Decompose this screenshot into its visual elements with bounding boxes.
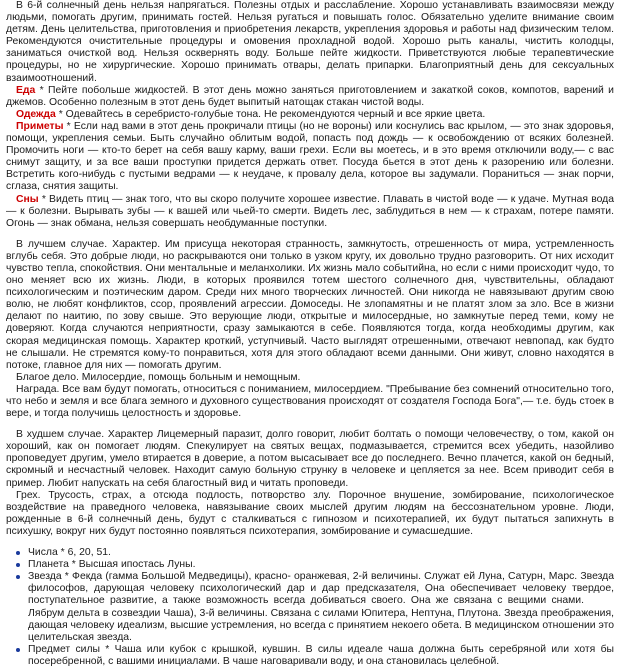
list-item-planet: Планета * Высшая ипостась Луны. — [28, 559, 614, 571]
clothing-paragraph — [6, 109, 614, 121]
food-paragraph — [6, 85, 614, 109]
clothing-text: * Одевайтесь в серебристо-голубые тона. Не рекомендуются черный и все яркие цвета. — [55, 108, 486, 120]
attributes-list — [6, 547, 614, 668]
list-item-star — [28, 571, 614, 644]
spacer — [6, 230, 614, 239]
best-character-paragraph: В лучшем случае. Характер. Им присуща некоторая странность, замкнутость, отрешенность от мира, устремленность вглубь себя. Это добрые люди, но раскрываются они только в узком кругу, их довольно трудно разговорить. От них исходит чувство тепла, спокойствия. Они ментальные и меланхолики. Их жизнь мало событийна, но если с ними происходит чудо, то оно меняет всю их жизнь. Люди, в которых проявился тотем шестого солнечного дня, чувствительны, обладают психологическим и поэтическим даром. Среди них много творческих личностей. Они никогда не навязывают другим свою волю, не любят конфликтов, ссор, проявлений агрессии. Домоседы. Не злопамятны и не платят злом за зло. Все в жизни делают по наитию, по зову свыше. Это верующие люди, открытые и милосердные, но замкнутые перед теми, кому не доверяют. Когда случаются неприятности, сразу замыкаются в себе. Появляются тогда, когда необходимы другим, как скорая медицинская помощь. Характер кроткий, уступчивый. Часто выглядят отрешенными, отвечают невпопад, как будто не слышали. Не стремятся кому-то понравиться, хотя для этого обладают всеми данными. Они живут, словно находятся в потоке, главное для них — помогать другим. — [6, 238, 614, 371]
food-text: * Пейте побольше жидкостей. В этот день можно заняться приготовлением и закаткой соков, компотов, варений и джемов. Особенно полезным в этот день будет выпитый натощак стакан чистой воды. — [6, 84, 614, 108]
spacer — [6, 420, 614, 429]
food-label: Еда — [16, 84, 36, 96]
star-text-b: Лябрум дельта в созвездии Чаша), 3-й величины. Связана с силами Юпитера, Нептуна, Плутона. Звезда преображения, дающая человеку идеализм, высшие устремления, но всегда с принятием некоего обета. В медицинском отношении это целительская звезда. — [28, 607, 614, 643]
reward-paragraph: Награда. Все вам будут помогать, относиться с пониманием, милосердием. "Пребывание без сомнений относительно того, что небо и земля и все блага земного и духовного существования происходят от создателя Господа Бога",— т.е. будь стоек в вере, и тогда получишь целостность и здоровье. — [6, 383, 614, 420]
good-deed-paragraph: Благое дело. Милосердие, помощь больным и немощным. — [16, 371, 301, 383]
spacer — [6, 538, 614, 547]
intro-paragraph: В 6-й солнечный день нельзя напрягаться. Полезны отдых и расслабление. Хорошо устанавливать взаимосвязи между людьми, помогать другим, принимать гостей. Нельзя ругаться и повышать голос. Обязательно уделите внимание своим детям. День целительства, приготовления и приобретения лекарств, укрепления здоровья и работы над физическим телом. Рекомендуются очистительные процедуры и омовения прохладной водой. Хорошо рыть каналы, чистить колодцы, заниматься очисткой вод. Нельзя осквернять воду. Больше пейте жидкости. Приветствуются любые терапевтические процедуры, но не хирургические. Хорошо принимать отвары, делать припарки. Благоприятный день для сексуальных взаимоотношений. — [6, 0, 614, 84]
omens-text: * Если над вами в этот день прокричали птицы (но не вороны) или коснулись вас крылом, — это знак здоровья, помощи, укрепления семьи. Быть случайно облитым водой, попасть под дождь — к освобождению от всяких болезней. Промочить ноги — кто-то берет на себя вашу карму, ваши грехи. Если вы моетесь, и в это время отключили воду,— с вас снимут защиту, и за все ваши проступки придется держать ответ. Посуда бьется в этот день к разорению или болезни. Встретить кого-нибудь с пустыми ведрами — к неудаче, к провалу дела, которое вы задумали. Пораниться — знак порчи, сглаза, снятия защиты. — [6, 120, 614, 193]
omens-paragraph — [6, 121, 614, 194]
list-item-numbers: Числа * 6, 20, 51. — [28, 547, 614, 559]
omens-label: Приметы — [16, 120, 64, 132]
sin-paragraph: Грех. Трусость, страх, а отсюда подлость, потворство злу. Порочное внушение, зомбирование, психологическое воздействие на праведного человека, навязывание своих мыслей другим людям на бессознательном уровне. Люди, рожденные в 6-й солнечный день, будут с сталкиваться с гипнозом и психотерапией, их будут пытаться запихнуть в психушку, вокруг них будут постоянно появляться психотерапия, зомбирование и сумасшедшие. — [6, 489, 614, 537]
clothing-label: Одежда — [16, 108, 56, 120]
worst-character-paragraph: В худшем случае. Характер Лицемерный паразит, долго говорит, любит болтать о помощи человечеству, о том, какой он хороший, как он помогает людям. Спекулирует на святых вещах, подмазывается, стремится всех убедить, назойливо проповедует другим, умело втирается в доверие, а потом высасывает все до последнего. Вечно плачется, какой он бедный, скромный и несчастный человек. Находит самую больную струнку в человеке и цепляется за нее. Всем приводит себя в пример. Любит напускать на себя благостный вид и читать проповеди. — [6, 429, 614, 489]
list-item-object: Предмет силы * Чаша или кубок с крышкой, кувшин. В силы идеале чаша должна быть серебряной или хотя бы посеребренной, с вашими инициалами. В чаше наговаривали воду, и она становилась целебной. — [28, 643, 614, 667]
dreams-paragraph — [6, 194, 614, 230]
dreams-text: * Видеть птиц — знак того, что вы скоро получите хорошее известие. Плавать в чистой воде — к удаче. Мутная вода — к болезни. Вырывать зубы — к вашей или чьей-то смерти. Видеть лес, заблудиться в нем — к страхам, потере памяти. Огонь — знак обмана, нельзя совершать необдуманные поступки. — [6, 193, 614, 229]
dreams-label: Сны — [16, 193, 39, 205]
star-text-a: Звезда * Фекда (гамма Большой Медведицы), красно- оранжевая, 2-й величины. Служат ей Луна, Сатурн, Марс. Звезда философов, дарующая человеку психологический дар и дар предсказателя, Она обеспечивает человеку твердое, поступательное развитие, а также возможность всегда добиваться своего. Она же связана с вещими снами. — [28, 571, 614, 607]
